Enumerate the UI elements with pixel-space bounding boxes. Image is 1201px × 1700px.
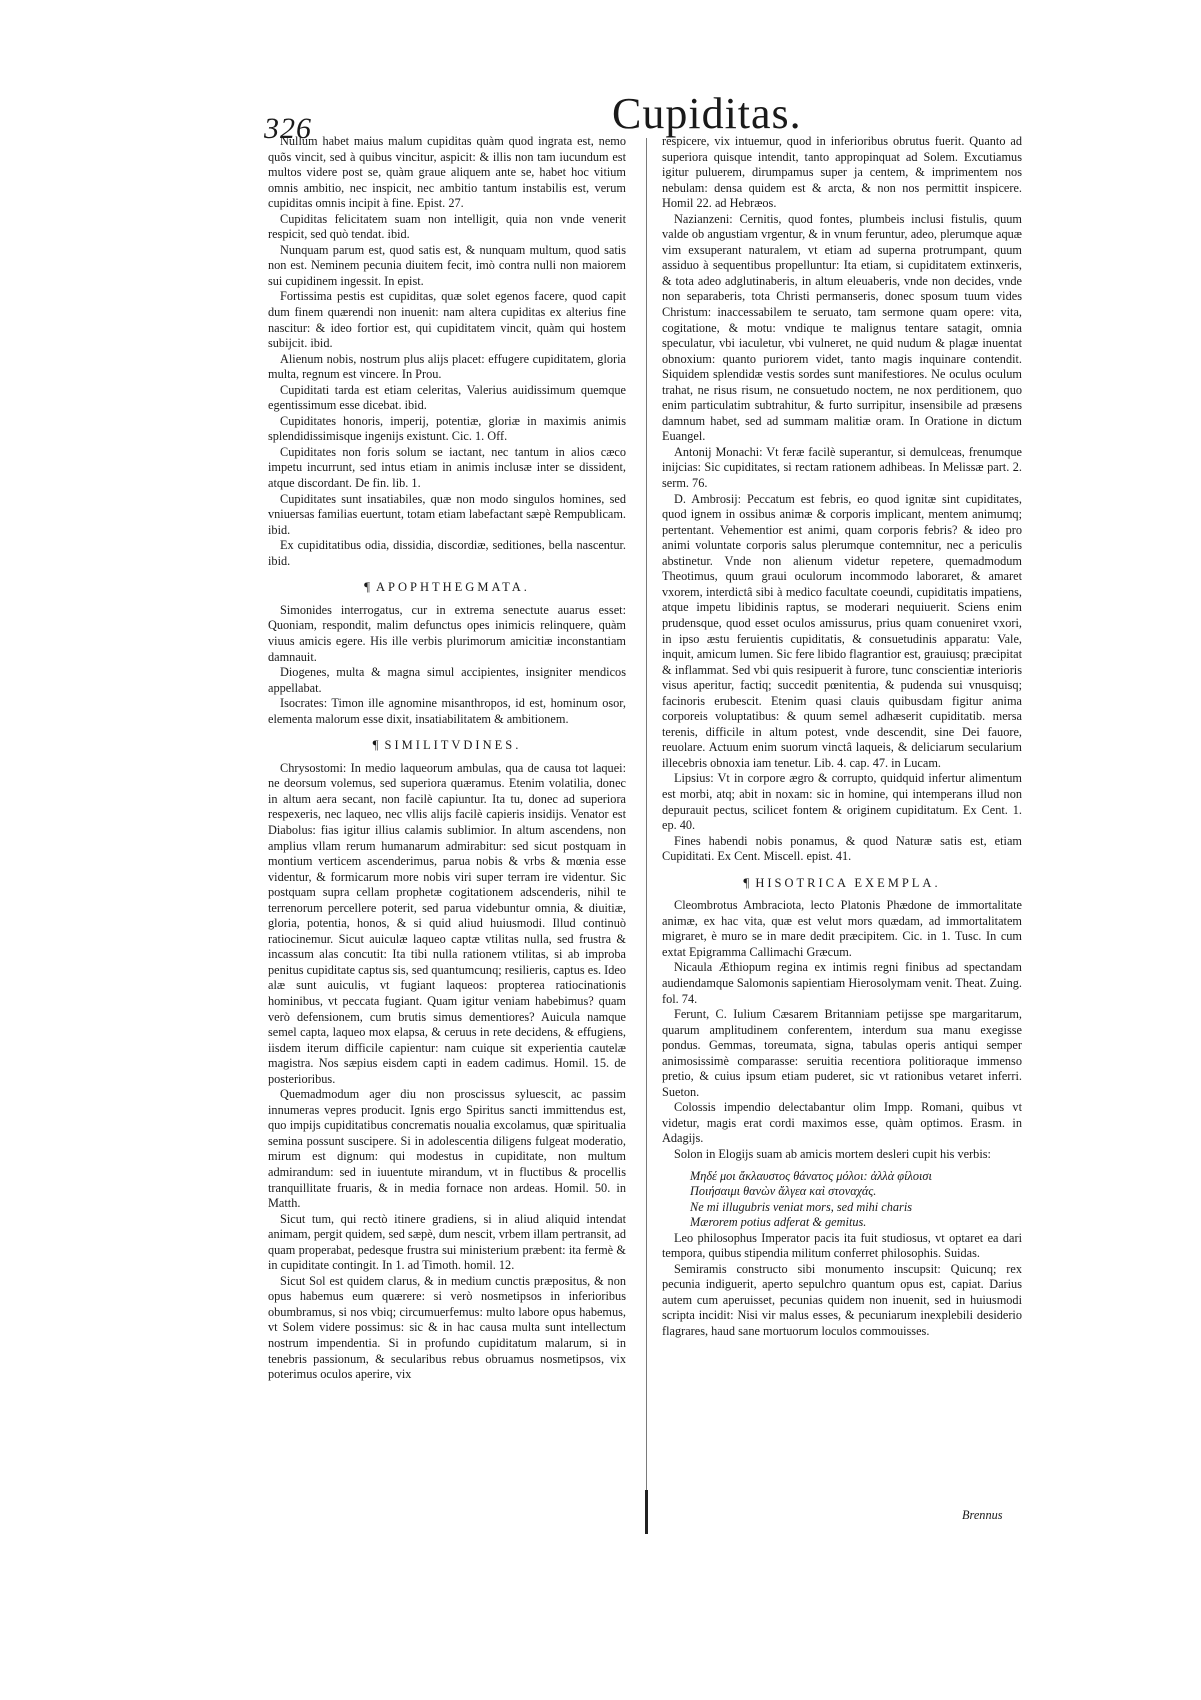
section-heading-text: SIMILITVDINES. bbox=[384, 738, 522, 753]
paragraph: Nunquam parum est, quod satis est, & nunquam multum, quod satis non est. Neminem pecunia diuitem fecit, imò contra nulli non maiorem sui cupidinem ingessit. In epist. bbox=[268, 242, 626, 288]
paragraph: Sicut Sol est quidem clarus, & in medium cunctis præpositus, & non opus habemus eum quærere: si verò nosmetipsos in inferioribus obumbramus, si nos vbiq; circumuerfemus: multo labore opus habemus, vt Solem videre possimus: sic & in hac causa multa sunt intellectum nostrum impendentia. Si in profundo cupiditatum malarum, si in tenebris passionum, & secularibus rebus obruamus nosmetipsos, vix poterimus oculos aperire, vix bbox=[268, 1273, 626, 1382]
paragraph: Alienum nobis, nostrum plus alijs placet: effugere cupiditatem, gloria multa, regnum est vincere. In Prou. bbox=[268, 351, 626, 382]
right-column bbox=[662, 134, 1022, 1339]
section-heading bbox=[268, 737, 626, 754]
paragraph: Nicaula Æthiopum regina ex intimis regni finibus ad spectandam audiendamque Salomonis sapientiam Hierosolymam venit. Theat. Zuing. fol. 74. bbox=[662, 960, 1022, 1006]
paragraph: Chrysostomi: In medio laqueorum ambulas, qua de causa tot laquei: ne deorsum volemus, sed superiora quæramus. Etenim volatilia, donec in altum aera secant, non facilè capiuntur. Ita tu, donec ad superiora respexeris, nec laqueo, nec vllis alijs facilè capieris insidijs. Venator est Diabolus: fias igitur illius calamis sublimior. In altum ascendens, non amplius vllam rerum humanarum admirabitur: sed sicut postquam in montium verticem ascenderimus, parua nobis & vrbs & mœnia esse videntur, & formicarum more nobis viri super terram ire videntur. Sic postquam supra cellam prophetæ cogitationem adscenderis, nihil te terrenorum percellere poterit, sed parua videbuntur omnia, & diuitiæ, gloria, potentia, honos, & si quid aliud huiusmodi. Illud continuò ratiocinemur. Sicut auiculæ laqueo captæ vtilitas nulla, sed frustra & incassum alas concutit: Ita tibi nulla rationem vtilitas, si ab improba penitus cupiditate captus sis, sed quantumcunq; resilieris, captus es. Ideo alæ sunt auiculis, vt fugiant laqueos: propterea ratiocinationis hominibus, vt peccata fugiant. Quam igitur veniam habebimus? quam verò defensionem, cum brutis simus dementiores? Auicula namque semel capta, laqueo mox elapsa, & ceruus in rete decidens, & effugiens, iisdem iterum difficile capientur: nam cuique sit experientia cautelæ magistra. Nos sæpius eisdem capti in eadem cadimus. Homil. 15. de posterioribus. bbox=[268, 760, 626, 1086]
verse-line: Ποιήσαιμι θανὼν ἄλγεα καὶ στοναχάς. bbox=[690, 1184, 877, 1199]
paragraph: respicere, vix intuemur, quod in inferioribus obrutus fuerit. Quanto ad superiora quisque intendit, tanto appropinquat ad Solem. Excutiamus igitur puluerem, dirumpamus super ja centem, & imprimentem nos nebulam: densa quidem est & arcta, & non nos permittit inspicere. Homil 22. ad Hebræos. bbox=[662, 134, 1022, 211]
verse-line: Ne mi illugubris veniat mors, sed mihi charis bbox=[690, 1199, 913, 1214]
paragraph: Cupiditates sunt insatiabiles, quæ non modo singulos homines, sed vniuersas familias euertunt, totam etiam labefactant sæpè Rempublicam. ibid. bbox=[268, 491, 626, 537]
paragraph: Isocrates: Timon ille agnomine misanthropos, id est, hominum osor, elementa malorum esse dixit, insatiabilitatem & ambitionem. bbox=[268, 696, 626, 726]
paragraph: Antonij Monachi: Vt feræ facilè superantur, si demulceas, frenumque inijcias: Sic cupiditates, si rectam rationem adhibeas. In Melissæ part. 2. serm. 76. bbox=[662, 444, 1022, 491]
paragraph: Fortissima pestis est cupiditas, quæ solet egenos facere, quod capit dum finem quærendi non inuenit: nam altera cupiditas ex alterius fine nascitur: & ideo fortior est, qui cupiditatem vincit, quàm qui hostem subijcit. ibid. bbox=[268, 289, 626, 351]
catchword: Brennus bbox=[962, 1508, 1003, 1522]
left-column bbox=[268, 134, 626, 1383]
paragraph: Cupiditati tarda est etiam celeritas, Valerius auidissimum quemque egentissimum esse dicebat. ibid. bbox=[268, 382, 626, 413]
paragraph: Cupiditates non foris solum se iactant, nec tantum in alios cæco impetu incurrunt, sed intus etiam in animis inclusæ inter se dissident, atque discordant. De fin. lib. 1. bbox=[268, 444, 626, 491]
column-rule bbox=[646, 138, 647, 1534]
paragraph: Diogenes, multa & magna simul accipientes, insigniter mendicos appellabat. bbox=[268, 665, 626, 695]
paragraph: Ex cupiditatibus odia, dissidia, discordiæ, seditiones, bella nascentur. ibid. bbox=[268, 538, 626, 568]
paragraph: Cupiditates honoris, imperij, potentiæ, gloriæ in maximis animis splendidissimisque ingenijs existunt. Cic. 1. Off. bbox=[268, 413, 626, 444]
verse-line: Mærorem potius adferat & gemitus. bbox=[690, 1215, 867, 1230]
section-heading bbox=[268, 579, 626, 596]
paragraph: D. Ambrosij: Peccatum est febris, eo quod ignitæ sint cupiditates, quod ignem in ossibus animæ & corporis implicant, mentem animumq; pertentant. Vehementior est animi, quam corporis febris? & ideo pro animi voluntate corporis salus plerumque contemnitur, nec a periculis abstinetur. Vnde non alienum videtur repetere, quemadmodum Theotimus, quum graui oculorum incommodo laboraret, & amaret vxorem, interdictâ sibi à medico facultate coeundi, cupiditatis impatiens, atque impetu libidinis raptus, se moderari nequiuerit. Sciens enim prudensque, quod esset oculos amissurus, prius quam conueniret vxori, in ipso æstu feruientis cupiditatis, & consuetudinis apparatu: Vale, inquit, amicum lumen. Sic fere libido flagrantior est, grauiusq; præcipitat & inflammat. Sed vbi quis resipuerit à furore, tunc conscientiæ interioris visus aperitur, factiq; succedit pœnitentia, & pudenda sui vnusquisq; facinoris erubescit. Etenim quasi clauis quibusdam figitur anima corporeis voluptatibus: & quum semel adhæserit cupiditatib. mersa terenis, difficile in altum potest, vnde descendit, sine Dei fauore, reuolare. Actuum enim suorum vinctâ laqueis, & deliciarum secularium illecebris obnoxia iam tenetur. Lib. 4. cap. 47. in Lucam. bbox=[662, 491, 1022, 770]
paragraph: Leo philosophus Imperator pacis ita fuit studiosus, vt optaret ea dari tempora, quibus stipendia militum conferret philosophis. Suidas. bbox=[662, 1230, 1022, 1261]
pilcrow-mark: ¶ bbox=[743, 874, 750, 890]
paragraph: Semiramis constructo sibi monumento inscupsit: Quicunq; rex pecunia indiguerit, aperto sepulchro quantum opus est, capiat. Darius autem cum aperuisset, pecunias quidem non inuenit, sed in huiusmodi scripta incidit: Nisi vir malus esses, & pecuniarum inexplebili desiderio flagrares, haud sane mortuorum loculos commouisses. bbox=[662, 1261, 1022, 1338]
column-rule-end bbox=[645, 1490, 648, 1534]
running-head: Cupiditas. bbox=[612, 89, 802, 138]
section-heading-text: HISOTRICA EXEMPLA. bbox=[755, 875, 941, 890]
paragraph: Quemadmodum ager diu non proscissus syluescit, ac passim innumeras vepres producit. Ignis ergo Spiritus sancti immittendus est, quo impijs cupiditatibus concrematis noualia excolamus, quæ spiritualia semina possunt suscipere. Si in adolescentia diligens fulgeat moderatio, mirum est dignum: qui modestus in cupiditate, non multum admirandum: sed in iuuentute mirandum, vt in fluctibus & procellis tranquillitate fruaris, & in media fornace non ardeas. Homil. 50. in Matth. bbox=[268, 1087, 626, 1211]
paragraph: Sicut tum, qui rectò itinere gradiens, si in aliud aliquid intendat animam, pergit quidem, sed sæpè, dum nescit, vrbem illam pertransit, ad quam properabat, pedesque frustra sui ministerium præbent: ita fermè & in cupiditate contingit. In 1. ad Timoth. homil. 12. bbox=[268, 1211, 626, 1273]
paragraph: Solon in Elogijs suam ab amicis mortem desleri cupit his verbis: bbox=[674, 1147, 991, 1161]
section-heading-text: APOPHTHEGMATA. bbox=[376, 580, 530, 595]
section-heading bbox=[662, 875, 1022, 892]
verse-line: Μηδέ μοι ἄκλαυστος θάνατος μόλοι: ἀλλὰ φίλοισι bbox=[690, 1168, 932, 1183]
verse-quotation bbox=[690, 1169, 1022, 1231]
pilcrow-mark: ¶ bbox=[372, 737, 379, 753]
page-number: 326 bbox=[264, 112, 312, 145]
paragraph: Nazianzeni: Cernitis, quod fontes, plumbeis inclusi fistulis, quum valde ob angustiam vrgentur, & in vnum feruntur, adeo, plerumque aquæ vim exsuperant naturalem, vt etiam ad superna protrumpant, quum assiduo à sequentibus propelluntur: Ita etiam, si cupiditatem extinxeris, & tota adeo adglutinaberis, in altum eleuaberis, vnde non decides, vnde non separaberis, tota Christi permanseris, donec sposum tuum vides Christum: inaccessabilem te seruato, tam sermone quam opere: vita, cogitatione, & motu: vndique te malignus tentare satagit, omnia speculatur, vbi iaculetur, vbi vulneret, ne quid nudum & plagæ inuentat obnoxium: quanto puriorem videt, tanto magis inquinare contendit. Siquidem splendidæ vestis sordes sunt manifestiores. Ne oculus oculum trahat, ne risus risum, ne consuetudo noctem, ne nox perditionem, quo enim particulatim subtrahitur, & furto surripitur, insensibile ad præsens damnum habet, sed ad summam malitiæ oram. In Oratione in dictum Euangel. bbox=[662, 211, 1022, 444]
paragraph: Cupiditas felicitatem suam non intelligit, quia non vnde venerit respicit, sed quò tendat. ibid. bbox=[268, 211, 626, 242]
pilcrow-mark: ¶ bbox=[364, 579, 371, 595]
paragraph: Cleombrotus Ambraciota, lecto Platonis Phædone de immortalitate animæ, ex hac vita, quæ est velut mors quædam, ad immortalitatem migraret, è muro se in mare dedit præcipitem. Cic. in 1. Tusc. In cum extat Epigramma Callimachi Græcum. bbox=[662, 898, 1022, 959]
paragraph: Ferunt, C. Iulium Cæsarem Britanniam petijsse spe margaritarum, quarum amplitudinem conferentem, interdum sua manu exegisse pondus. Gemmas, toreumata, signa, tabulas operis antiqui semper animosissimè comparasse: seruitia recentiora politioraque immenso pretio, & cuius ipsum etiam puderet, sic vt rationibus vetaret inferri. Sueton. bbox=[662, 1007, 1022, 1099]
paragraph: Lipsius: Vt in corpore ægro & corrupto, quidquid infertur alimentum est morbi, atq; abit in noxam: sic in homine, qui intemperans illud non depurauit pectus, scilicet fontem & originem cupiditatum. Ex Cent. 1. ep. 40. bbox=[662, 771, 1022, 833]
paragraph: Fines habendi nobis ponamus, & quod Naturæ satis est, etiam Cupiditati. Ex Cent. Miscell. epist. 41. bbox=[662, 833, 1022, 864]
paragraph: Simonides interrogatus, cur in extrema senectute auarus esset: Quoniam, respondit, malim defunctus opes inimicis relinquere, quàm viuus amicis egere. His ille verbis plurimorum amicitiæ inconstantiam damnauit. bbox=[268, 602, 626, 664]
paragraph: Nullum habet maius malum cupiditas quàm quod ingrata est, nemo quõs vincit, sed à quibus vincitur, aspicit: & illis non tam iucundum est multos videre post se, quàm graue aliquem ante se, habet hoc vitium omnis ambitio, nec inspicit, nec ambitio tantum instabilis est, verum cupiditas omnis incipit à fine. Epist. 27. bbox=[268, 134, 626, 211]
paragraph: Colossis impendio delectabantur olim Impp. Romani, quibus vt videtur, magis erat cordi maximos esse, quàm optimos. Erasm. in Adagijs. bbox=[662, 1100, 1022, 1146]
